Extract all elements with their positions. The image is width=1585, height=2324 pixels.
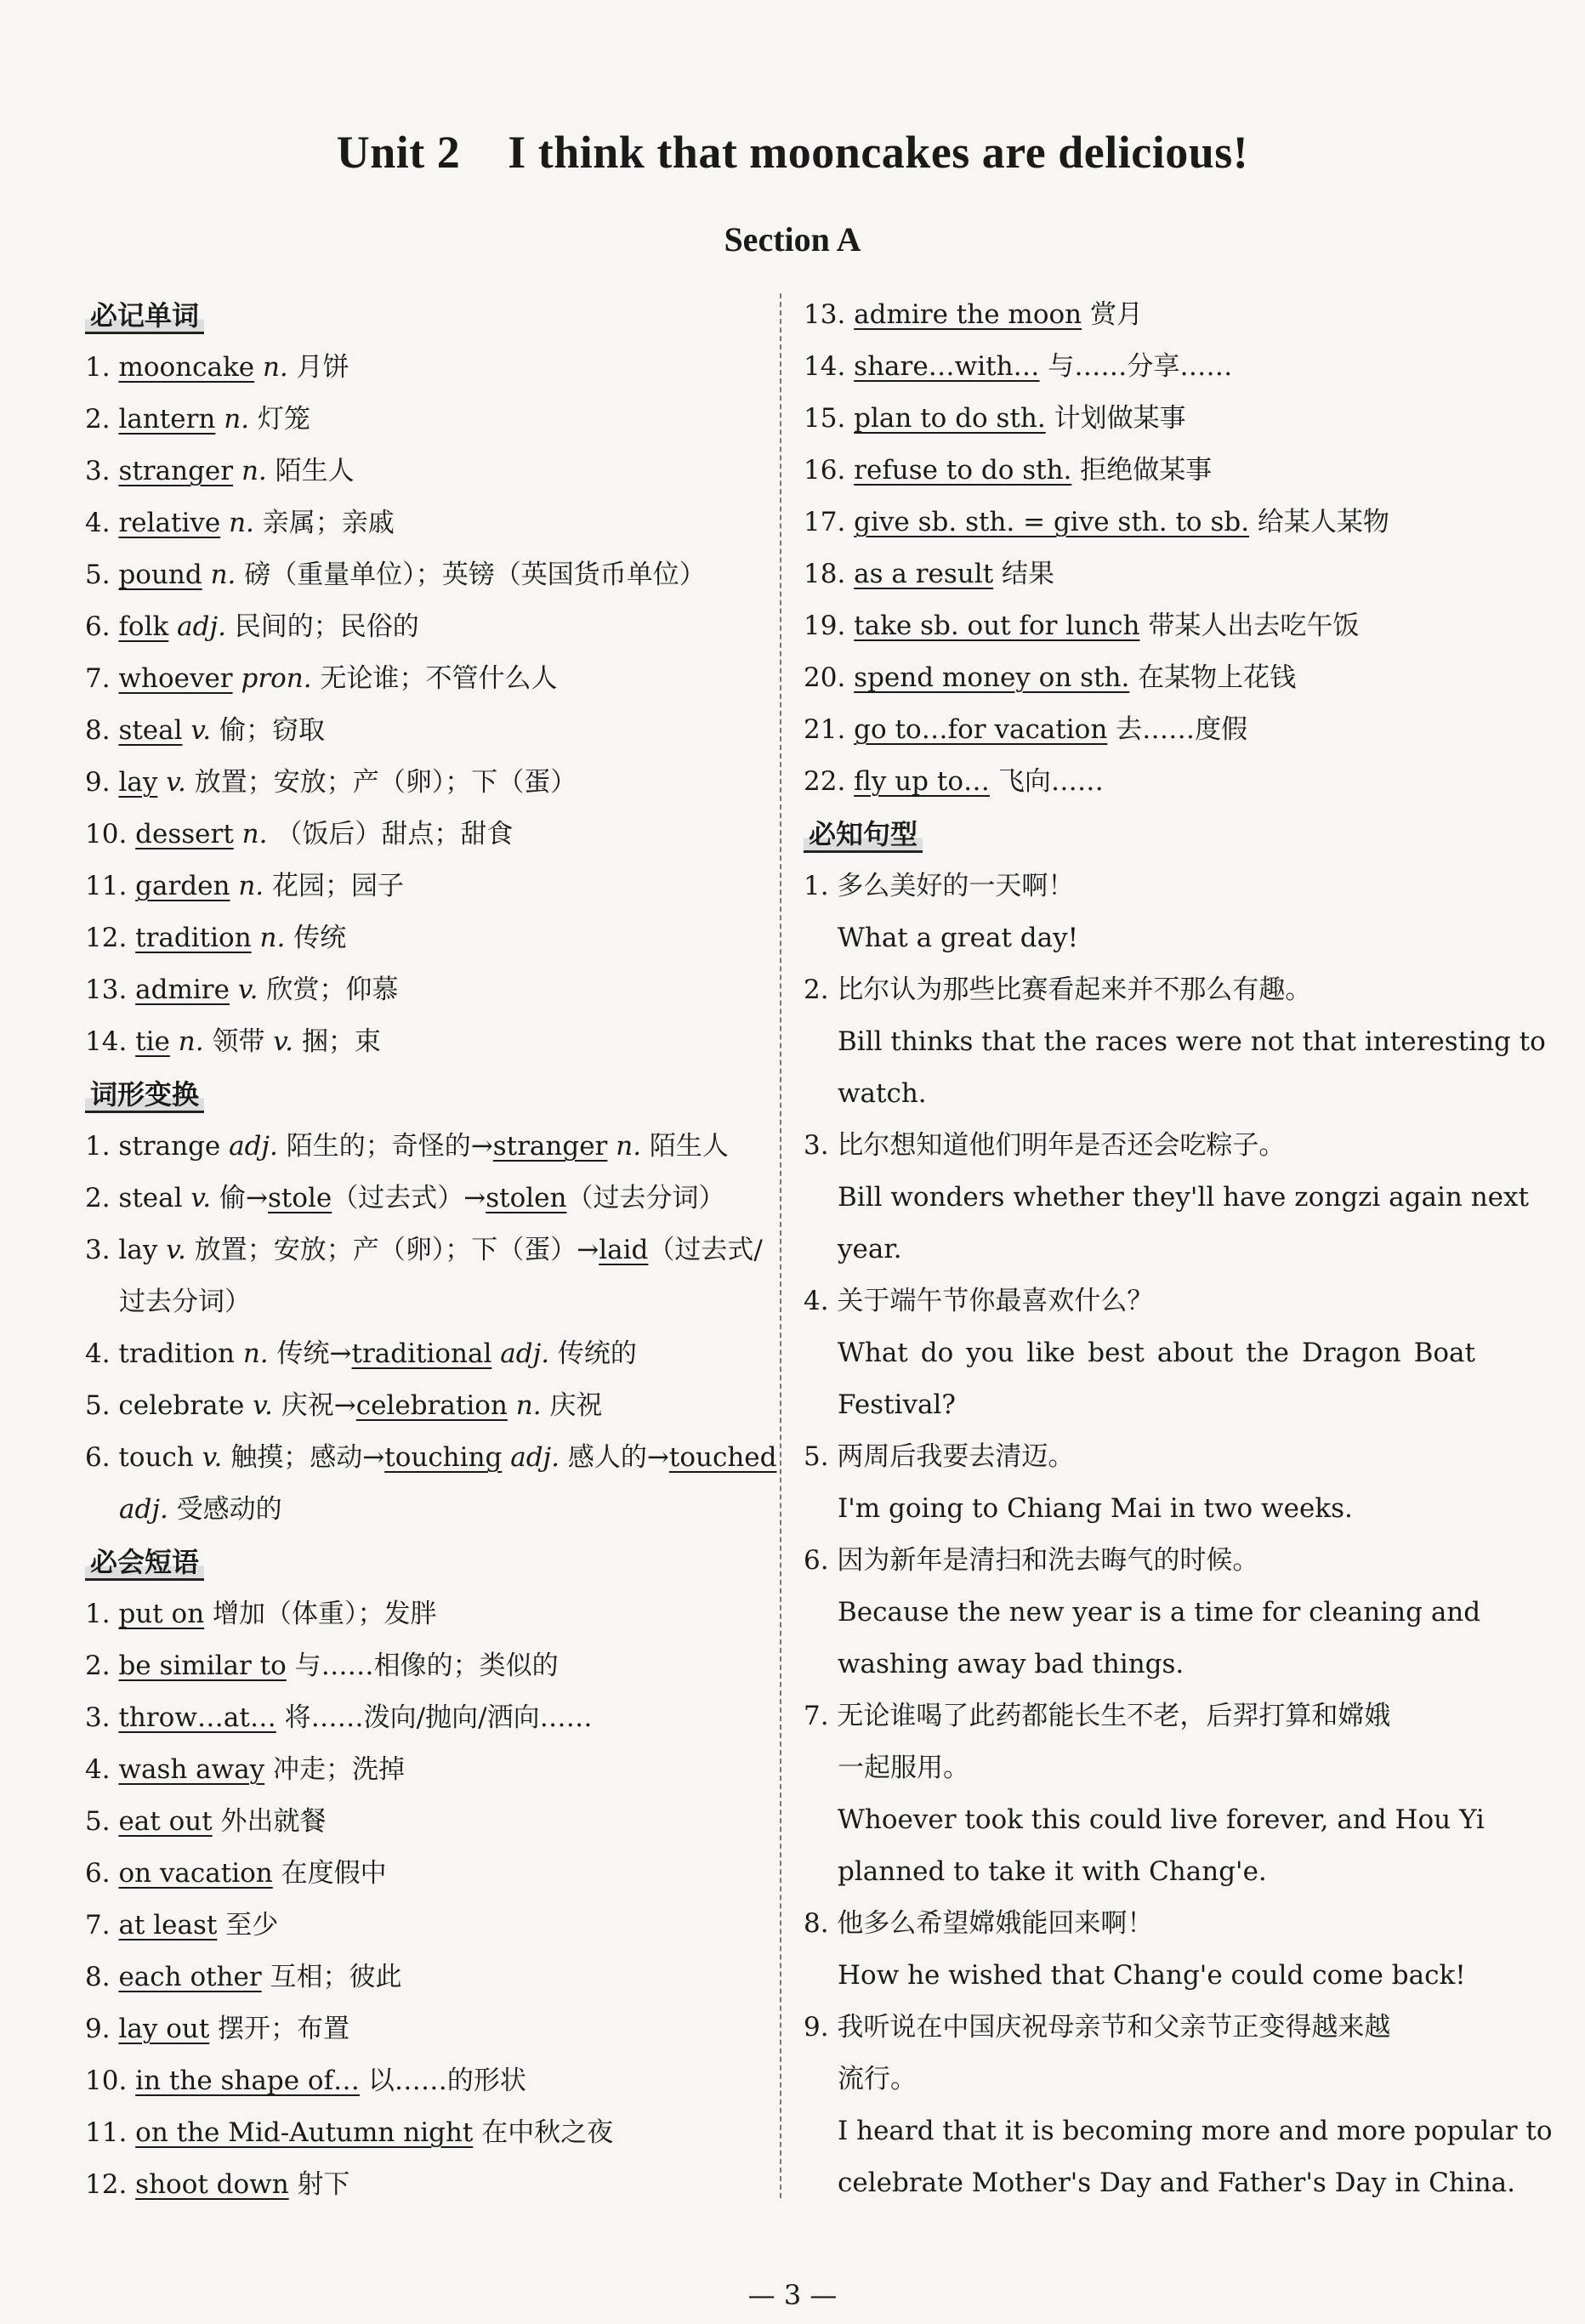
word-chinese: 欣赏；仰慕 bbox=[258, 974, 399, 1005]
sentence-english: What a great day! bbox=[838, 923, 1079, 953]
word-english: admire bbox=[135, 974, 230, 1005]
phrase-number: 10. bbox=[85, 2065, 136, 2096]
phrase-item bbox=[85, 1588, 765, 1640]
phrase-item bbox=[85, 1796, 765, 1848]
phrase-english: in the shape of… bbox=[135, 2065, 361, 2096]
right-column bbox=[804, 289, 1553, 2209]
word-english: tie bbox=[135, 1026, 170, 1057]
word-english: lay bbox=[118, 767, 158, 798]
phrase-chinese: 冲走；洗掉 bbox=[264, 1754, 406, 1785]
word-form-2: 2. steal v. 偷→stole（过去式）→stolen（过去分词） bbox=[85, 1183, 725, 1213]
phrase-number: 15. bbox=[804, 403, 855, 434]
sentences-list bbox=[804, 861, 1553, 2209]
phrase-number: 3. bbox=[85, 1702, 119, 1733]
word-pos: n. bbox=[229, 508, 254, 538]
sentence-english: Whoever took this could live forever, and Hou Yi bbox=[838, 1804, 1485, 1835]
word-english: lantern bbox=[118, 404, 216, 435]
word-number: 14. bbox=[85, 1026, 136, 1057]
word-item bbox=[85, 342, 765, 394]
sentence-chinese: 9. 我听说在中国庆祝母亲节和父亲节正变得越来越 bbox=[804, 2012, 1391, 2043]
phrase-chinese: 拒绝做某事 bbox=[1071, 455, 1213, 486]
word-form-3: 3. lay v. 放置；安放；产（卵）；下（蛋）→laid（过去式/ bbox=[85, 1235, 763, 1265]
heading-sentences: 必知句型 bbox=[804, 808, 1475, 861]
word-form-5: 5. celebrate v. 庆祝→celebration n. 庆祝 bbox=[85, 1390, 603, 1421]
column-divider bbox=[780, 293, 781, 2198]
phrase-chinese: 在中秋之夜 bbox=[473, 2117, 614, 2148]
phrase-number: 5. bbox=[85, 1806, 119, 1837]
phrase-item bbox=[804, 393, 1475, 445]
phrase-number: 1. bbox=[85, 1599, 119, 1629]
phrase-chinese: 增加（体重）；发胖 bbox=[204, 1599, 437, 1629]
phrase-english: throw…at… bbox=[118, 1702, 276, 1733]
page-number: — 3 — bbox=[747, 2279, 838, 2311]
word-item bbox=[85, 964, 765, 1016]
word-english: steal bbox=[118, 715, 183, 746]
word-item bbox=[85, 446, 765, 497]
phrase-chinese: 射下 bbox=[288, 2169, 350, 2200]
phrase-item bbox=[804, 497, 1475, 548]
word-form-6: 6. touch v. 触摸；感动→touching adj. 感人的→touched bbox=[85, 1442, 777, 1473]
unit-title: Unit 2 I think that mooncakes are delicious! bbox=[336, 127, 1249, 178]
sentence-chinese: 7. 无论谁喝了此药都能长生不老，后羿打算和嫦娥 bbox=[804, 1701, 1391, 1731]
phrase-number: 8. bbox=[85, 1962, 119, 1992]
phrase-item bbox=[85, 2107, 765, 2159]
sentence-english: watch. bbox=[838, 1078, 927, 1109]
word-pos: n. bbox=[262, 352, 288, 383]
word-chinese: 磅（重量单位）；英镑（英国货币单位） bbox=[236, 560, 706, 590]
phrase-chinese: 飞向…… bbox=[990, 766, 1104, 797]
sentence-english: washing away bad things. bbox=[838, 1649, 1184, 1679]
phrase-number: 6. bbox=[85, 1858, 119, 1889]
phrase-english: share…with… bbox=[854, 351, 1040, 382]
word-chinese: 放置；安放；产（卵）；下（蛋） bbox=[185, 767, 577, 798]
phrase-item bbox=[85, 1952, 765, 2003]
phrase-english: plan to do sth. bbox=[854, 403, 1046, 434]
word-english: stranger bbox=[118, 456, 234, 486]
word-pos: n. bbox=[224, 404, 250, 435]
sentence-english: I'm going to Chiang Mai in two weeks. bbox=[838, 1493, 1353, 1524]
word-number: 9. bbox=[85, 767, 119, 798]
left-column bbox=[85, 289, 777, 2211]
word-pos: n. bbox=[178, 1026, 204, 1057]
word-number: 10. bbox=[85, 819, 136, 849]
phrases-list-left bbox=[85, 1588, 765, 2211]
word-form-3-cont: 过去分词） bbox=[119, 1287, 251, 1317]
word-number: 5. bbox=[85, 560, 119, 590]
phrase-item bbox=[804, 341, 1475, 393]
phrase-item bbox=[85, 1848, 765, 1900]
section-title: Section A bbox=[724, 220, 861, 259]
word-english: mooncake bbox=[118, 352, 255, 383]
phrase-number: 7. bbox=[85, 1910, 119, 1940]
phrase-item bbox=[804, 289, 1475, 341]
word-chinese: （饭后）甜点；甜食 bbox=[267, 819, 514, 849]
sentence-chinese: 1. 多么美好的一天啊！ bbox=[804, 871, 1075, 901]
word-number: 8. bbox=[85, 715, 119, 746]
phrase-item bbox=[85, 2055, 765, 2107]
phrase-chinese: 与……分享…… bbox=[1039, 351, 1233, 382]
word-item bbox=[85, 757, 765, 809]
phrase-english: be similar to bbox=[118, 1651, 287, 1681]
sentence-english: What do you like best about the Dragon Boat bbox=[838, 1338, 1475, 1368]
word-chinese: 无论谁；不管什么人 bbox=[311, 663, 558, 694]
sentence-english: year. bbox=[838, 1234, 902, 1264]
phrase-item bbox=[85, 2003, 765, 2055]
word-chinese: 陌生人 bbox=[266, 456, 355, 486]
phrase-number: 12. bbox=[85, 2169, 136, 2200]
word-number: 4. bbox=[85, 508, 119, 538]
phrase-number: 13. bbox=[804, 299, 855, 330]
word-english: pound bbox=[118, 560, 202, 590]
phrase-number: 4. bbox=[85, 1754, 119, 1785]
phrase-english: each other bbox=[118, 1962, 262, 1992]
word-number: 11. bbox=[85, 871, 136, 901]
sentence-chinese: 2. 比尔认为那些比赛看起来并不那么有趣。 bbox=[804, 974, 1312, 1005]
sentence-chinese-cont: 一起服用。 bbox=[838, 1753, 969, 1783]
sentence-chinese-cont: 流行。 bbox=[838, 2064, 917, 2094]
word-pos: n. bbox=[210, 560, 236, 590]
sentence-english: Bill wonders whether they'll have zongzi again next bbox=[838, 1182, 1529, 1213]
word-english: relative bbox=[118, 508, 221, 538]
word-form-4: 4. tradition n. 传统→traditional adj. 传统的 bbox=[85, 1338, 637, 1369]
word-pos: pron. bbox=[241, 663, 312, 694]
phrase-number: 14. bbox=[804, 351, 855, 382]
phrase-chinese: 结果 bbox=[993, 559, 1055, 589]
word-pos: n. bbox=[241, 819, 268, 849]
sentence-chinese: 4. 关于端午节你最喜欢什么？ bbox=[804, 1286, 1154, 1316]
heading-word-forms: 词形变换 bbox=[85, 1068, 765, 1121]
phrase-english: lay out bbox=[118, 2014, 210, 2044]
phrase-chinese: 给某人某物 bbox=[1249, 507, 1389, 537]
sentence-chinese: 8. 他多么希望嫦娥能回来啊！ bbox=[804, 1908, 1154, 1939]
phrase-number: 18. bbox=[804, 559, 855, 589]
phrase-english: on the Mid-Autumn night bbox=[135, 2117, 474, 2148]
word-chinese: 偷；窃取 bbox=[211, 715, 325, 746]
phrase-english: take sb. out for lunch bbox=[854, 611, 1140, 641]
word-form-1: 1. strange adj. 陌生的；奇怪的→stranger n. 陌生人 bbox=[85, 1131, 729, 1162]
word-chinese: 领带 bbox=[203, 1026, 265, 1057]
phrase-item bbox=[85, 1900, 765, 1952]
phrase-number: 9. bbox=[85, 2014, 119, 2044]
word-pos: v. bbox=[166, 767, 186, 798]
phrase-item bbox=[85, 1692, 765, 1744]
phrase-item bbox=[804, 704, 1475, 756]
phrase-chinese: 与……相像的；类似的 bbox=[286, 1651, 559, 1681]
word-chinese: 捆；束 bbox=[293, 1026, 381, 1057]
word-item bbox=[85, 549, 765, 601]
phrase-item bbox=[85, 1640, 765, 1692]
word-item bbox=[85, 912, 765, 964]
phrase-number: 2. bbox=[85, 1651, 119, 1681]
phrase-number: 22. bbox=[804, 766, 855, 797]
sentence-english: How he wished that Chang'e could come back! bbox=[838, 1960, 1466, 1991]
word-chinese: 花园；园子 bbox=[264, 871, 405, 901]
phrase-chinese: 至少 bbox=[217, 1910, 279, 1940]
sentence-english: Bill thinks that the races were not that interesting to bbox=[838, 1026, 1546, 1057]
phrase-chinese: 计划做某事 bbox=[1045, 403, 1186, 434]
sentence-chinese: 3. 比尔想知道他们明年是否还会吃粽子。 bbox=[804, 1130, 1286, 1161]
phrase-english: go to…for vacation bbox=[854, 714, 1108, 745]
phrase-english: eat out bbox=[118, 1806, 213, 1837]
word-english: folk bbox=[118, 611, 169, 642]
word-number: 2. bbox=[85, 404, 119, 435]
word-number: 7. bbox=[85, 663, 119, 694]
words-list bbox=[85, 342, 765, 1068]
word-item bbox=[85, 394, 765, 446]
phrase-chinese: 外出就餐 bbox=[212, 1806, 327, 1837]
word-chinese: 民间的；民俗的 bbox=[225, 611, 419, 642]
word-english: tradition bbox=[135, 923, 252, 953]
word-item bbox=[85, 653, 765, 705]
phrase-english: fly up to… bbox=[854, 766, 990, 797]
phrase-english: as a result bbox=[854, 559, 994, 589]
word-pos: adj. bbox=[177, 611, 226, 642]
word-number: 1. bbox=[85, 352, 119, 383]
word-pos: v. bbox=[237, 974, 258, 1005]
sentence-english: Because the new year is a time for cleaning and bbox=[838, 1597, 1481, 1628]
phrase-number: 21. bbox=[804, 714, 855, 745]
phrase-english: give sb. sth. = give sth. to sb. bbox=[854, 507, 1250, 537]
phrase-english: at least bbox=[118, 1910, 218, 1940]
heading-phrases: 必会短语 bbox=[85, 1536, 765, 1588]
word-item bbox=[85, 809, 765, 861]
word-number: 3. bbox=[85, 456, 119, 486]
word-pos: n. bbox=[238, 871, 264, 901]
phrase-item bbox=[85, 2159, 765, 2211]
word-chinese: 灯笼 bbox=[249, 404, 310, 435]
phrase-number: 16. bbox=[804, 455, 855, 486]
phrase-english: on vacation bbox=[118, 1858, 273, 1889]
word-english: whoever bbox=[118, 663, 233, 694]
phrase-chinese: 在度假中 bbox=[272, 1858, 387, 1889]
phrase-item bbox=[804, 445, 1475, 497]
phrase-number: 20. bbox=[804, 662, 855, 693]
word-number: 6. bbox=[85, 611, 119, 642]
word-pos: v. bbox=[190, 715, 212, 746]
phrase-english: spend money on sth. bbox=[854, 662, 1130, 693]
phrases-list-right bbox=[804, 289, 1475, 808]
phrase-english: admire the moon bbox=[854, 299, 1082, 330]
sentence-english: planned to take it with Chang'e. bbox=[838, 1856, 1267, 1887]
phrase-chinese: 以……的形状 bbox=[360, 2065, 526, 2096]
word-chinese: 月饼 bbox=[287, 352, 349, 383]
word-item bbox=[85, 705, 765, 757]
phrase-item bbox=[804, 652, 1475, 704]
word-number: 12. bbox=[85, 923, 136, 953]
word-chinese: 亲属；亲戚 bbox=[253, 508, 395, 538]
sentence-chinese: 5. 两周后我要去清迈。 bbox=[804, 1441, 1075, 1472]
phrase-english: shoot down bbox=[135, 2169, 289, 2200]
word-item bbox=[85, 497, 765, 549]
sentence-english: celebrate Mother's Day and Father's Day in China. bbox=[838, 2168, 1515, 2198]
phrase-chinese: 在某物上花钱 bbox=[1129, 662, 1297, 693]
word-pos: n. bbox=[241, 456, 267, 486]
phrase-number: 17. bbox=[804, 507, 855, 537]
word-english: dessert bbox=[135, 819, 234, 849]
word-number: 13. bbox=[85, 974, 136, 1005]
sentence-chinese: 6. 因为新年是清扫和洗去晦气的时候。 bbox=[804, 1545, 1259, 1576]
phrase-chinese: 互相；彼此 bbox=[261, 1962, 402, 1992]
phrase-chinese: 去……度假 bbox=[1107, 714, 1248, 745]
word-item bbox=[85, 1016, 765, 1068]
phrase-chinese: 摆开；布置 bbox=[209, 2014, 350, 2044]
phrase-english: put on bbox=[118, 1599, 205, 1629]
heading-words: 必记单词 bbox=[85, 289, 765, 342]
phrase-item bbox=[804, 756, 1475, 808]
word-item bbox=[85, 601, 765, 653]
phrase-number: 11. bbox=[85, 2117, 136, 2148]
word-english: garden bbox=[135, 871, 230, 901]
phrase-chinese: 带某人出去吃午饭 bbox=[1139, 611, 1360, 641]
word-item bbox=[85, 861, 765, 912]
phrase-item bbox=[804, 548, 1475, 600]
phrase-english: wash away bbox=[118, 1754, 265, 1785]
sentence-english: Festival? bbox=[838, 1389, 956, 1420]
phrase-chinese: 将……泼向/抛向/洒向…… bbox=[276, 1702, 593, 1733]
word-pos: n. bbox=[259, 923, 286, 953]
word-form-6-cont: adj. 受感动的 bbox=[119, 1494, 282, 1525]
phrase-number: 19. bbox=[804, 611, 855, 641]
word-chinese: 传统 bbox=[285, 923, 347, 953]
sentence-english: I heard that it is becoming more and more popular to bbox=[838, 2116, 1553, 2146]
word-pos: v. bbox=[273, 1026, 293, 1057]
phrase-item bbox=[85, 1744, 765, 1796]
phrase-chinese: 赏月 bbox=[1082, 299, 1143, 330]
phrase-item bbox=[804, 600, 1475, 652]
phrase-english: refuse to do sth. bbox=[854, 455, 1072, 486]
